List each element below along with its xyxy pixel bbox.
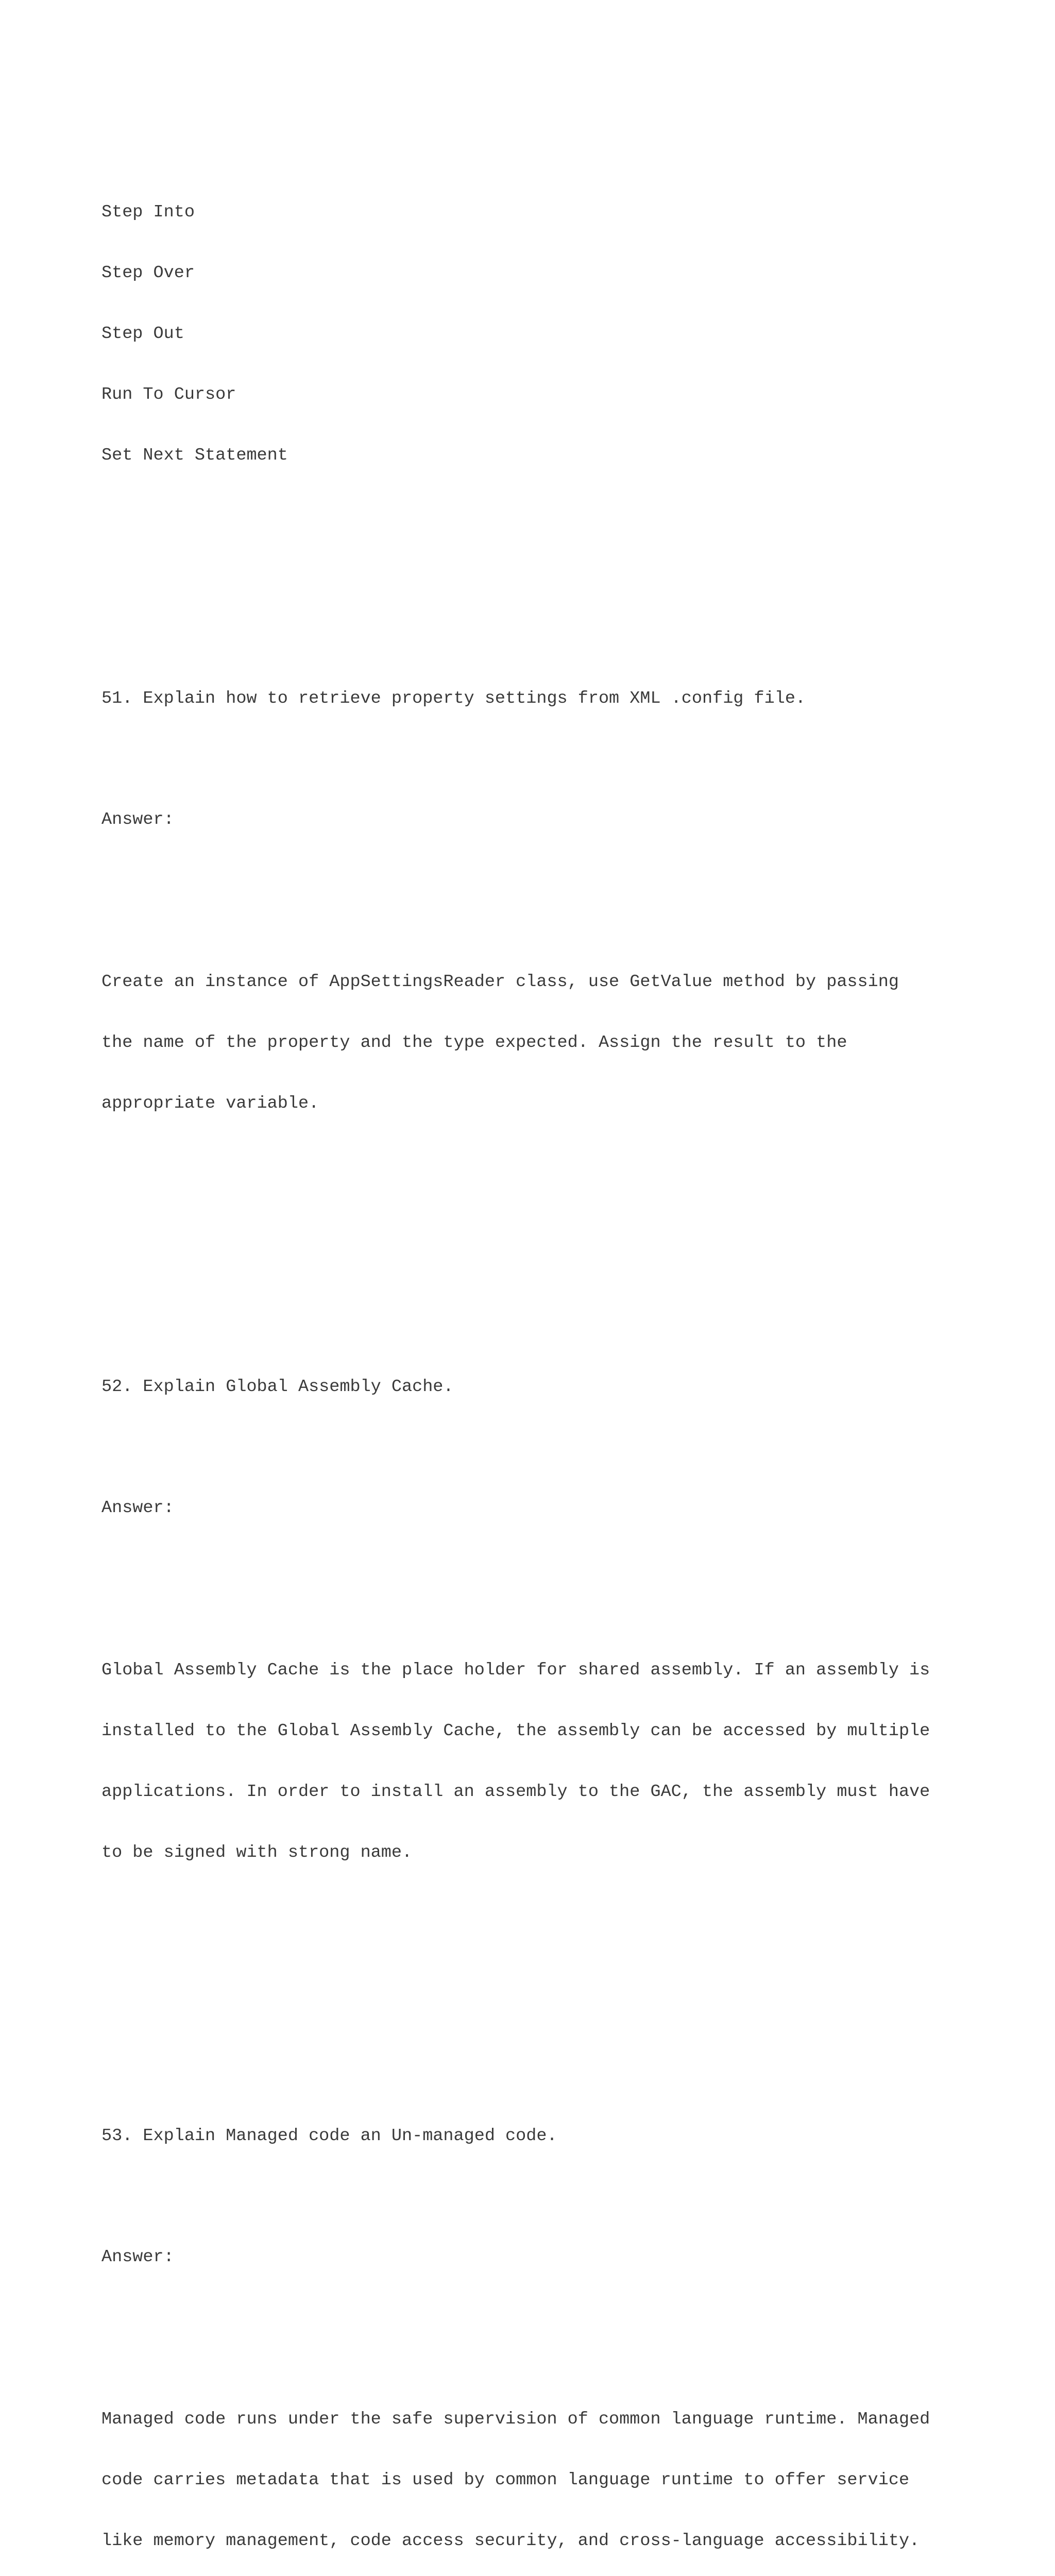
debug-command: Step Over xyxy=(101,263,195,283)
answer-paragraph xyxy=(101,931,1039,1154)
answer-line: Global Assembly Cache is the place holder for shared assembly. If an assembly is xyxy=(101,1660,930,1680)
qa-block-52 xyxy=(101,1336,1039,1944)
blank-line xyxy=(101,750,1039,770)
answer-paragraph xyxy=(101,1620,1039,1903)
blank-line xyxy=(101,871,1039,891)
answer-line: installed to the Global Assembly Cache, the assembly can be accessed by multiple xyxy=(101,1721,930,1741)
answer-line: Managed code runs under the safe supervision of common language runtime. Managed xyxy=(101,2409,930,2429)
answer-line: applications. In order to install an assembly to the GAC, the assembly must have xyxy=(101,1782,930,1802)
qa-block-53 xyxy=(101,2086,1039,2576)
debug-command: Step Into xyxy=(101,202,195,223)
answer-line: Create an instance of AppSettingsReader class, use GetValue method by passing xyxy=(101,972,899,992)
blank-line xyxy=(101,547,1039,567)
answer-label: Answer: xyxy=(101,2247,174,2267)
debug-command-list xyxy=(101,162,1039,506)
question-heading: 51. Explain how to retrieve property settings from XML .config file. xyxy=(101,688,806,708)
question-heading: 53. Explain Managed code an Un-managed code. xyxy=(101,2126,557,2146)
answer-line: the name of the property and the type expected. Assign the result to the xyxy=(101,1032,847,1053)
blank-line xyxy=(101,2308,1039,2328)
blank-line xyxy=(101,2187,1039,2207)
blank-line xyxy=(101,1559,1039,1579)
blank-line xyxy=(101,1438,1039,1458)
answer-label: Answer: xyxy=(101,1498,174,1518)
answer-label: Answer: xyxy=(101,810,174,830)
qa-block-51 xyxy=(101,648,1039,1195)
debug-command: Set Next Statement xyxy=(101,446,288,466)
debug-command: Run To Cursor xyxy=(101,385,236,405)
question-heading: 52. Explain Global Assembly Cache. xyxy=(101,1377,454,1397)
debug-command: Step Out xyxy=(101,324,184,344)
blank-line xyxy=(101,1985,1039,2005)
document-body xyxy=(101,101,1039,2576)
blank-line xyxy=(101,1235,1039,1256)
answer-paragraph xyxy=(101,2369,1039,2576)
answer-line: to be signed with strong name. xyxy=(101,1842,413,1862)
answer-line: appropriate variable. xyxy=(101,1093,319,1113)
answer-line: code carries metadata that is used by common language runtime to offer service xyxy=(101,2470,910,2490)
answer-line: like memory management, code access security, and cross-language accessibility. xyxy=(101,2531,920,2551)
